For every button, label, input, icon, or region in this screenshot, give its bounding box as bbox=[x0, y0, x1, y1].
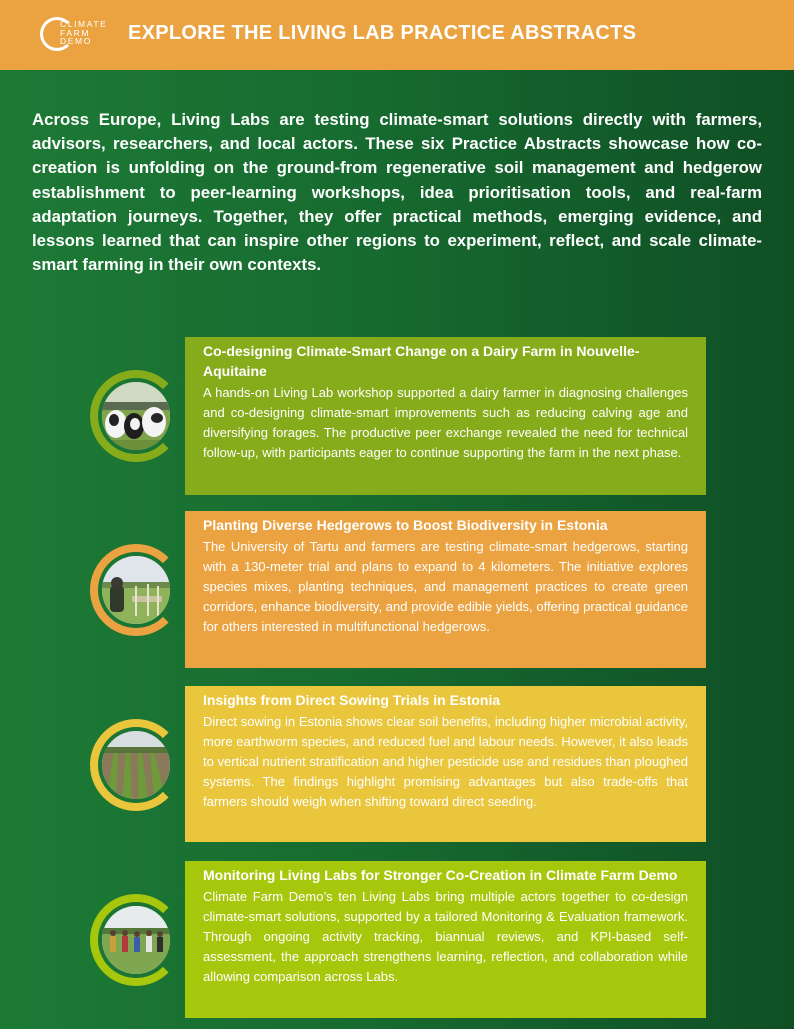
abstract-card-monitoring bbox=[185, 861, 706, 1018]
abstract-card-dairy bbox=[185, 337, 706, 495]
abstract-photo-badge bbox=[90, 719, 182, 811]
hedgerow-planting-photo bbox=[102, 556, 170, 624]
abstract-title: Co-designing Climate-Smart Change on a Dairy Farm in Nouvelle-Aquitaine bbox=[203, 343, 640, 379]
field-group-photo bbox=[102, 906, 170, 974]
abstract-title: Insights from Direct Sowing Trials in Estonia bbox=[203, 692, 501, 708]
abstract-card-direct-sowing bbox=[185, 686, 706, 842]
dairy-cows-photo bbox=[102, 382, 170, 450]
logo-wordmark: CLIMATE FARM DEMO bbox=[60, 19, 108, 46]
intro-paragraph: Across Europe, Living Labs are testing climate-smart solutions directly with farmers, advisors, researchers, and local actors. These six Practice Abstracts showcase how co-creation is unfolding on the ground-from regenerative soil management and hedgerow establishment to peer-learning workshops, idea prioritisation tools, and real-farm adaptation journeys. Together, they offer practical methods, emerging evidence, and lessons learned that can inspire other regions to experiment, reflect, and scale climate-smart farming in their own contexts. bbox=[32, 110, 762, 275]
page-title: EXPLORE THE LIVING LAB PRACTICE ABSTRACTS bbox=[128, 22, 637, 44]
abstract-title: Monitoring Living Labs for Stronger Co-Creation in Climate Farm Demo bbox=[203, 867, 678, 883]
abstract-photo-badge bbox=[90, 894, 182, 986]
abstract-title: Planting Diverse Hedgerows to Boost Biodiversity in Estonia bbox=[203, 517, 608, 533]
abstract-card-hedgerows bbox=[185, 511, 706, 668]
abstract-body: The University of Tartu and farmers are testing climate-smart hedgerows, starting with a 130-meter trial and plans to expand to 4 kilometers. The initiative explores species mixes, planting techniques, and management practices to create green corridors, enhance biodiversity, and provide edible yields, offering practical guidance for others interested in multifunctional hedgerows. bbox=[203, 539, 688, 634]
crop-rows-photo bbox=[102, 731, 170, 799]
page-header bbox=[0, 0, 794, 70]
abstract-body: Climate Farm Demo’s ten Living Labs bring multiple actors together to co-design climate-smart solutions, supported by a tailored Monitoring & Evaluation framework. Through ongoing activity tracking, biannual reviews, and KPI-based self-assessment, the approach strengthens learning, reflection, and collaboration while allowing comparison across Labs. bbox=[203, 889, 688, 984]
abstract-photo-badge bbox=[90, 544, 182, 636]
abstract-photo-badge bbox=[90, 370, 182, 462]
abstract-body: A hands-on Living Lab workshop supported a dairy farmer in diagnosing challenges and co-designing climate-smart improvements such as reducing calving age and diversifying forages. The productive peer exchange revealed the need for technical follow-up, with participants eager to continue supporting the farm in the next phase. bbox=[203, 385, 688, 460]
climate-farm-demo-logo bbox=[40, 14, 116, 58]
abstract-body: Direct sowing in Estonia shows clear soil benefits, including higher microbial activity, more earthworm species, and reduced fuel and labour needs. However, it also leads to vertical nutrient stratification and higher pesticide use and residues than ploughed systems. The findings highlight promising advantages but also trade-offs that farmers should weigh when shifting toward direct seeding. bbox=[203, 714, 688, 809]
